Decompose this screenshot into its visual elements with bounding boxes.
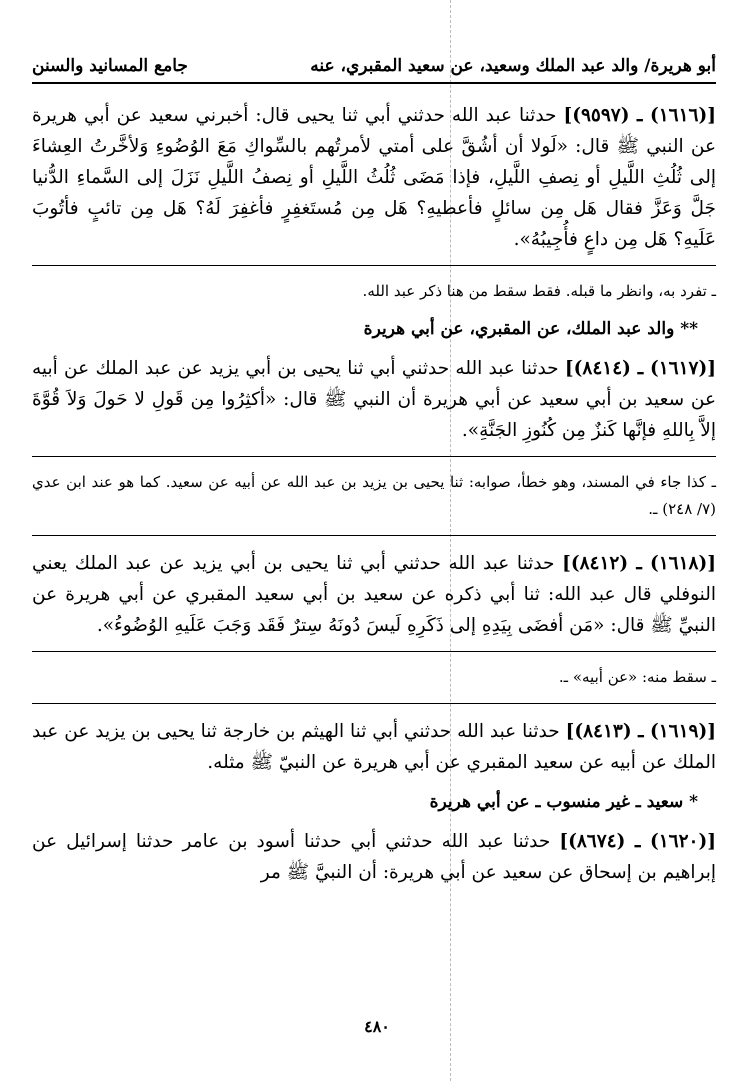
hadith-text: حدثنا عبد الله حدثني أبي ثنا يحيى بن أبي يزيد عن عبد الملك عن أبيه عن سعيد بن أبي سعيد عن أبي هريرة أن النبي ﷺ قال: «أكثِرُوا مِن قَولِ لا حَولَ وَلاَ قُوَّةَ إلاَّ بِاللهِ فإنَّها كَنزٌ مِن كُنُوزِ الجَنَّةِ». <box>32 358 716 441</box>
chapter-heading: ** والد عبد الملك، عن المقبري، عن أبي هريرة <box>363 319 698 339</box>
note-1618: ـ سقط منه: «عن أبيه» ـ. <box>558 668 716 686</box>
hadith-ref: [(١٦٢٠) ـ (٨٦٧٤)] <box>559 831 716 852</box>
hadith-1619 <box>32 716 716 778</box>
separator-line <box>32 456 716 457</box>
hadith-text: حدثنا عبد الله حدثني أبي ثنا يحيى بن أبي يزيد عن عبد الملك يعني النوفلي قال عبد الله: ثنا أبي ذكره عن سعيد بن أبي سعيد المقبري عن أبي هريرة عن النبيِّ ﷺ قال: «مَن أفضَى بِيَدِهِ إلى ذَكَرِهِ لَيسَ دُونَهُ سِترٌ فَقَد وَجَبَ عَلَيهِ الوُضُوءُ». <box>32 553 716 636</box>
hadith-1618 <box>32 548 716 641</box>
hadith-1620 <box>32 826 716 888</box>
note-1616: ـ تفرد به، وانظر ما قبله. فقط سقط من هنا ذكر عبد الله. <box>362 282 716 300</box>
chapter-heading: * سعيد ـ غير منسوب ـ عن أبي هريرة <box>429 792 698 812</box>
note-1617: ـ كذا جاء في المسند، وهو خطأ، صوابه: ثنا يحيى بن يزيد بن عبد الله عن أبيه عن سعيد. كما هو عند ابن عدي (٧/ ٢٤٨) ـ. <box>32 473 716 518</box>
hadith-text: حدثنا عبد الله حدثني أبي ثنا يحيى قال: أخبرني سعيد عن أبي هريرة عن النبي ﷺ قال: «لَولا أن أشُقَّ على أمتي لأمرتُهم بالسِّواكِ مَعَ الوُضُوءِ وَلأخَّرتُ العِشاءَ إلى ثُلُثِ اللَّيلِ أو نِصفِ اللَّيلِ، فإذا مَضَى ثُلُثُ اللَّيلِ أو نِصفُ اللَّيلِ نَزَلَ إلى السَّماءِ الدُّنيا جَلَّ وَعَزَّ فقال هَل مِن سائلٍ فأعطيهِ؟ هَل مِن مُستَغفِرٍ فأغفِرَ لَهُ؟ هَل مِن تائبٍ فأتُوبَ عَلَيهِ؟ هَل مِن داعٍ فأُجِيبُهُ». <box>32 105 716 250</box>
hadith-ref: [(١٦١٨) ـ (٨٤١٢)] <box>562 553 716 574</box>
hadith-text: حدثنا عبد الله حدثني أبي حدثنا أسود بن عامر حدثنا إسرائيل عن إبراهيم بن إسحاق عن سعيد عن أبي هريرة: أن النبيَّ ﷺ مر <box>32 831 716 883</box>
page-number: ٤٨٠ <box>364 1017 390 1036</box>
hadith-ref: [(١٦١٦) ـ (٩٥٩٧)] <box>563 105 716 126</box>
separator-line <box>32 651 716 652</box>
separator-line <box>32 535 716 536</box>
hadith-text: حدثنا عبد الله حدثني أبي ثنا الهيثم بن خارجة ثنا يحيى بن يزيد عن عبد الملك عن أبيه عن سعيد المقبري عن أبي هريرة عن النبيّ ﷺ مثله. <box>32 721 716 773</box>
header-right-text: أبو هريرة/ والد عبد الملك وسعيد، عن سعيد المقبري، عنه <box>310 56 716 76</box>
hadith-1617 <box>32 353 716 446</box>
separator-line <box>32 265 716 266</box>
hadith-ref: [(١٦١٧) ـ (٨٤١٤)] <box>564 358 717 379</box>
running-header <box>32 56 716 84</box>
header-left-text: جامع المسانيد والسنن <box>32 56 188 76</box>
hadith-1616 <box>32 100 716 255</box>
hadith-ref: [(١٦١٩) ـ (٨٤١٣)] <box>565 721 716 742</box>
separator-line <box>32 703 716 704</box>
document-page <box>32 56 716 896</box>
